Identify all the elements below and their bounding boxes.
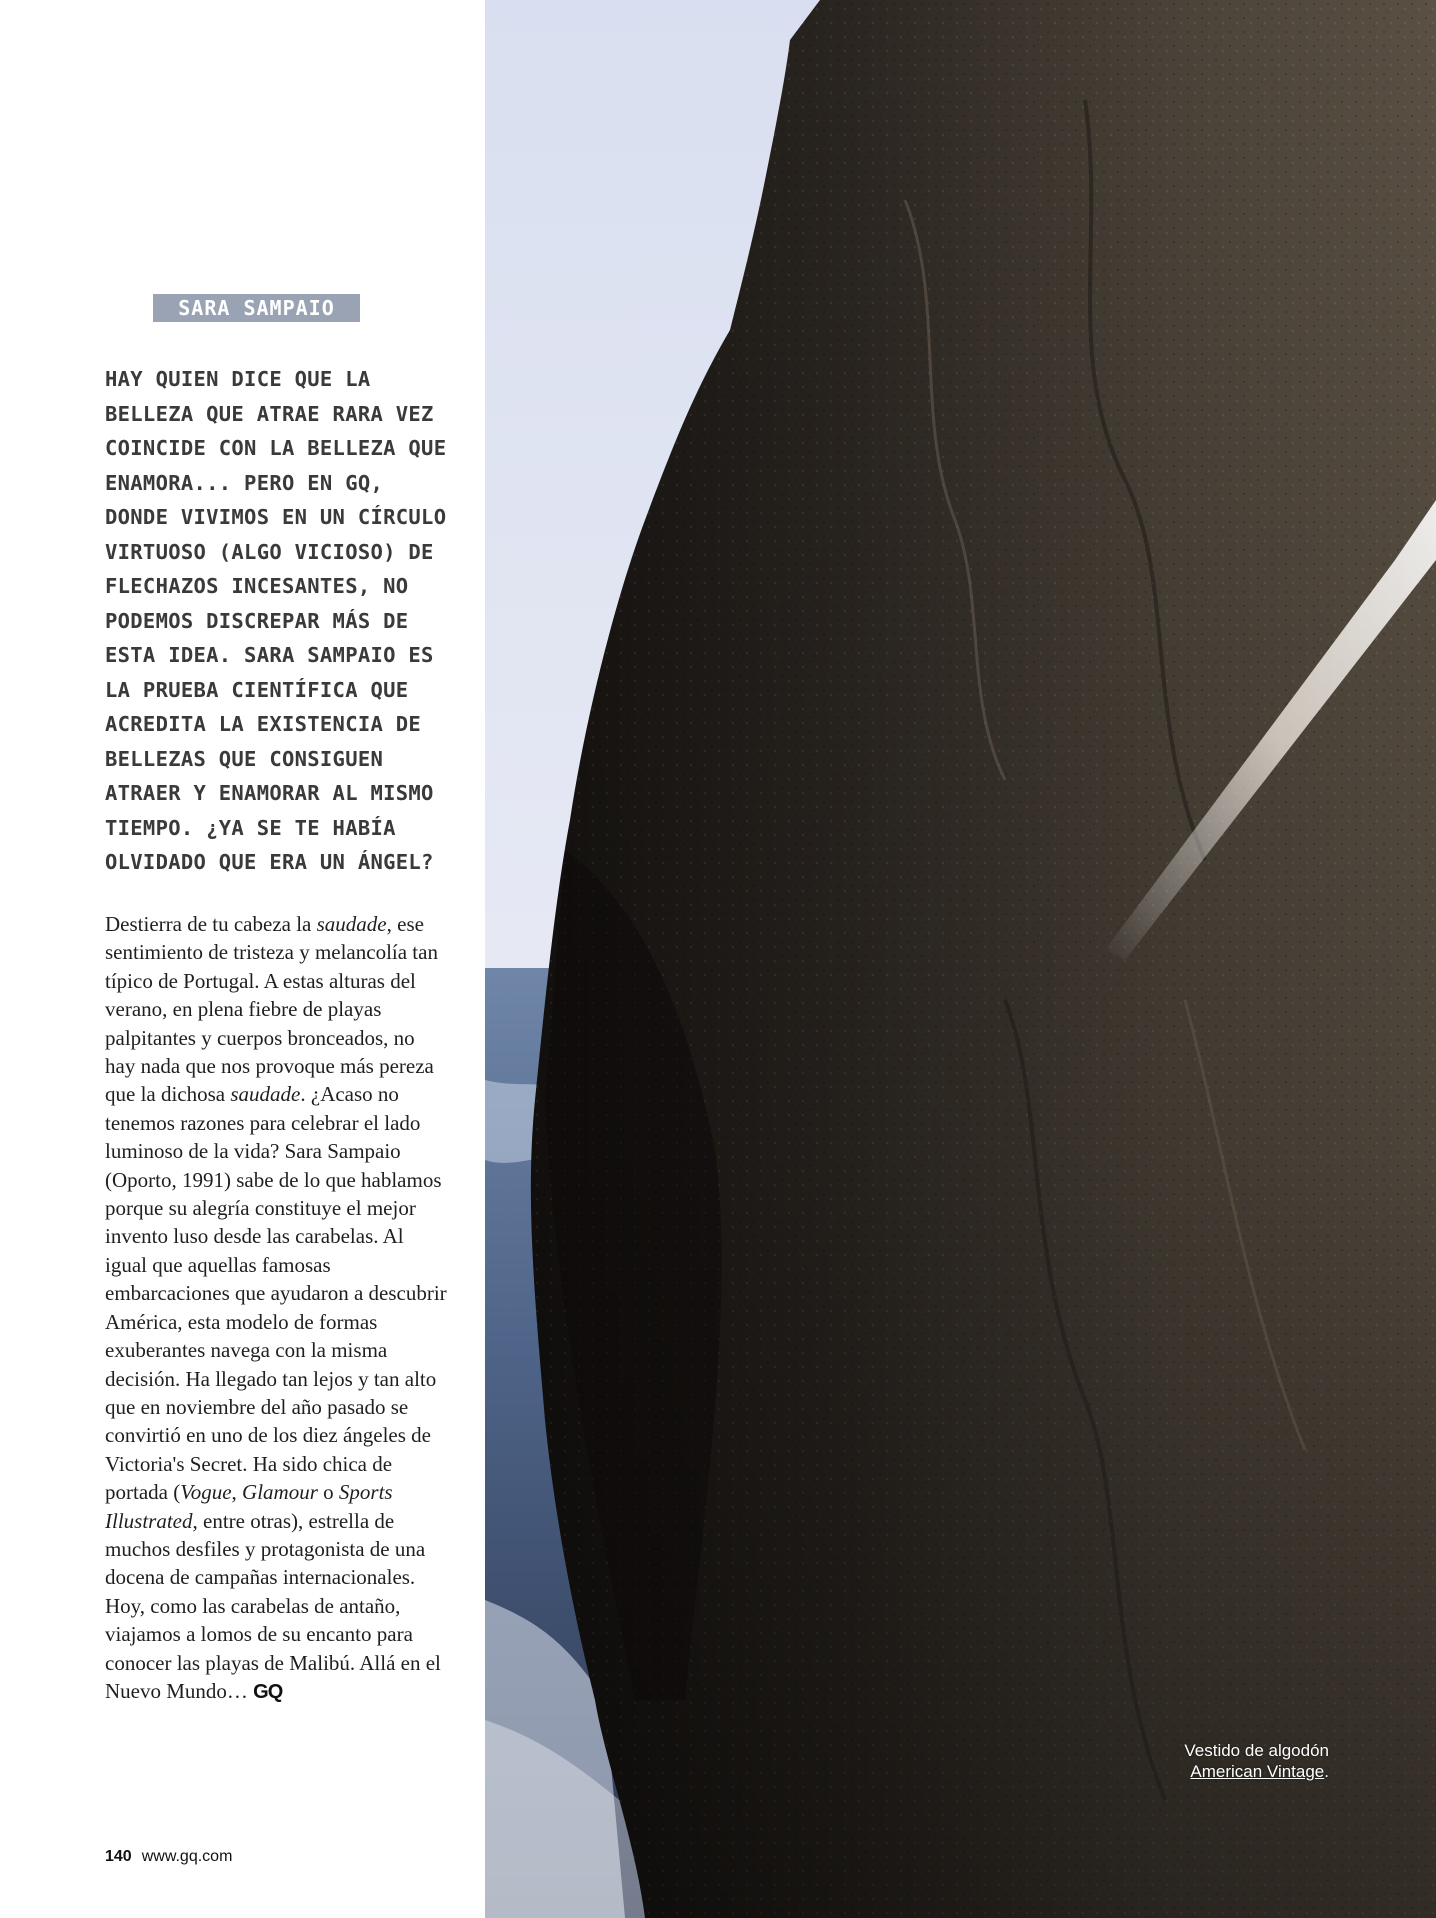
italic-run: Sports Illustrated [105, 1480, 393, 1533]
photo-illustration [485, 0, 1436, 1918]
italic-run: saudade [230, 1082, 301, 1107]
body-text [105, 912, 447, 1703]
text-run: , [231, 1480, 243, 1505]
text-column [0, 0, 485, 1918]
section-tag: SARA SAMPAIO [153, 294, 360, 322]
caption-brand[interactable]: American Vintage [1190, 1762, 1325, 1781]
text-run: . ¿Acaso no tenemos razones para celebrar el lado luminoso de la vida? Sara Sampaio (Oporto, 1991) sabe de lo que hablamos porque su alegría constituye el mejor invento luso desde las carabelas. Al igual que aquellas famosas embarcaciones que ayudaron a descubrir América, esta modelo de formas exuberantes navega con la misma decisión. Ha llegado tan lejos y tan alto que en noviembre del año pasado se convirtió en uno de los diez ángeles de Victoria's Secret. Ha sido chica de portada ( [105, 1082, 447, 1505]
italic-run: saudade [316, 912, 387, 936]
text-run: Destierra de tu cabeza la [105, 912, 317, 936]
body-paragraph [105, 910, 450, 1706]
italic-run: Vogue [180, 1480, 232, 1505]
text-run: o [317, 1480, 339, 1505]
photo-caption [1184, 1740, 1329, 1782]
caption-line: Vestido de algodón [1184, 1741, 1329, 1760]
caption-brand-line [1184, 1761, 1329, 1782]
text-run: , ese sentimiento de tristeza y melancolía tan típico de Portugal. A estas alturas del verano, en plena fiebre de playas palpitantes y cuerpos bronceados, no hay nada que nos provoque más pereza que la dichosa [105, 912, 438, 1107]
website-url: www.gq.com [141, 1848, 233, 1865]
caption-end: . [1324, 1762, 1329, 1781]
gq-end-mark: GQ [253, 1680, 283, 1703]
text-run: , entre otras), estrella de muchos desfiles y protagonista de una docena de campañas internacionales. Hoy, como las carabelas de antaño, viajamos a lomos de su encanto para conocer las playas de Malibú. Allá en el Nuevo Mundo… [105, 1508, 441, 1703]
rock-beach-photo [485, 0, 1436, 1918]
lead-paragraph: HAY QUIEN DICE QUE LA BELLEZA QUE ATRAE RARA VEZ COINCIDE CON LA BELLEZA QUE ENAMORA... PERO EN GQ, DONDE VIVIMOS EN UN CÍRCULO VIRTUOSO (ALGO VICIOSO) DE FLECHAZOS INCESANTES, NO PODEMOS DISCREPAR MÁS DE ESTA IDEA. SARA SAMPAIO ES LA PRUEBA CIENTÍFICA QUE ACREDITA LA EXISTENCIA DE BELLEZAS QUE CONSIGUEN ATRAER Y ENAMORAR AL MISMO TIEMPO. ¿YA SE TE HABÍA OLVIDADO QUE ERA UN ÁNGEL? [105, 367, 447, 874]
folio [105, 1848, 232, 1866]
italic-run: Glamour [242, 1480, 318, 1505]
page-number: 140 [105, 1848, 132, 1865]
